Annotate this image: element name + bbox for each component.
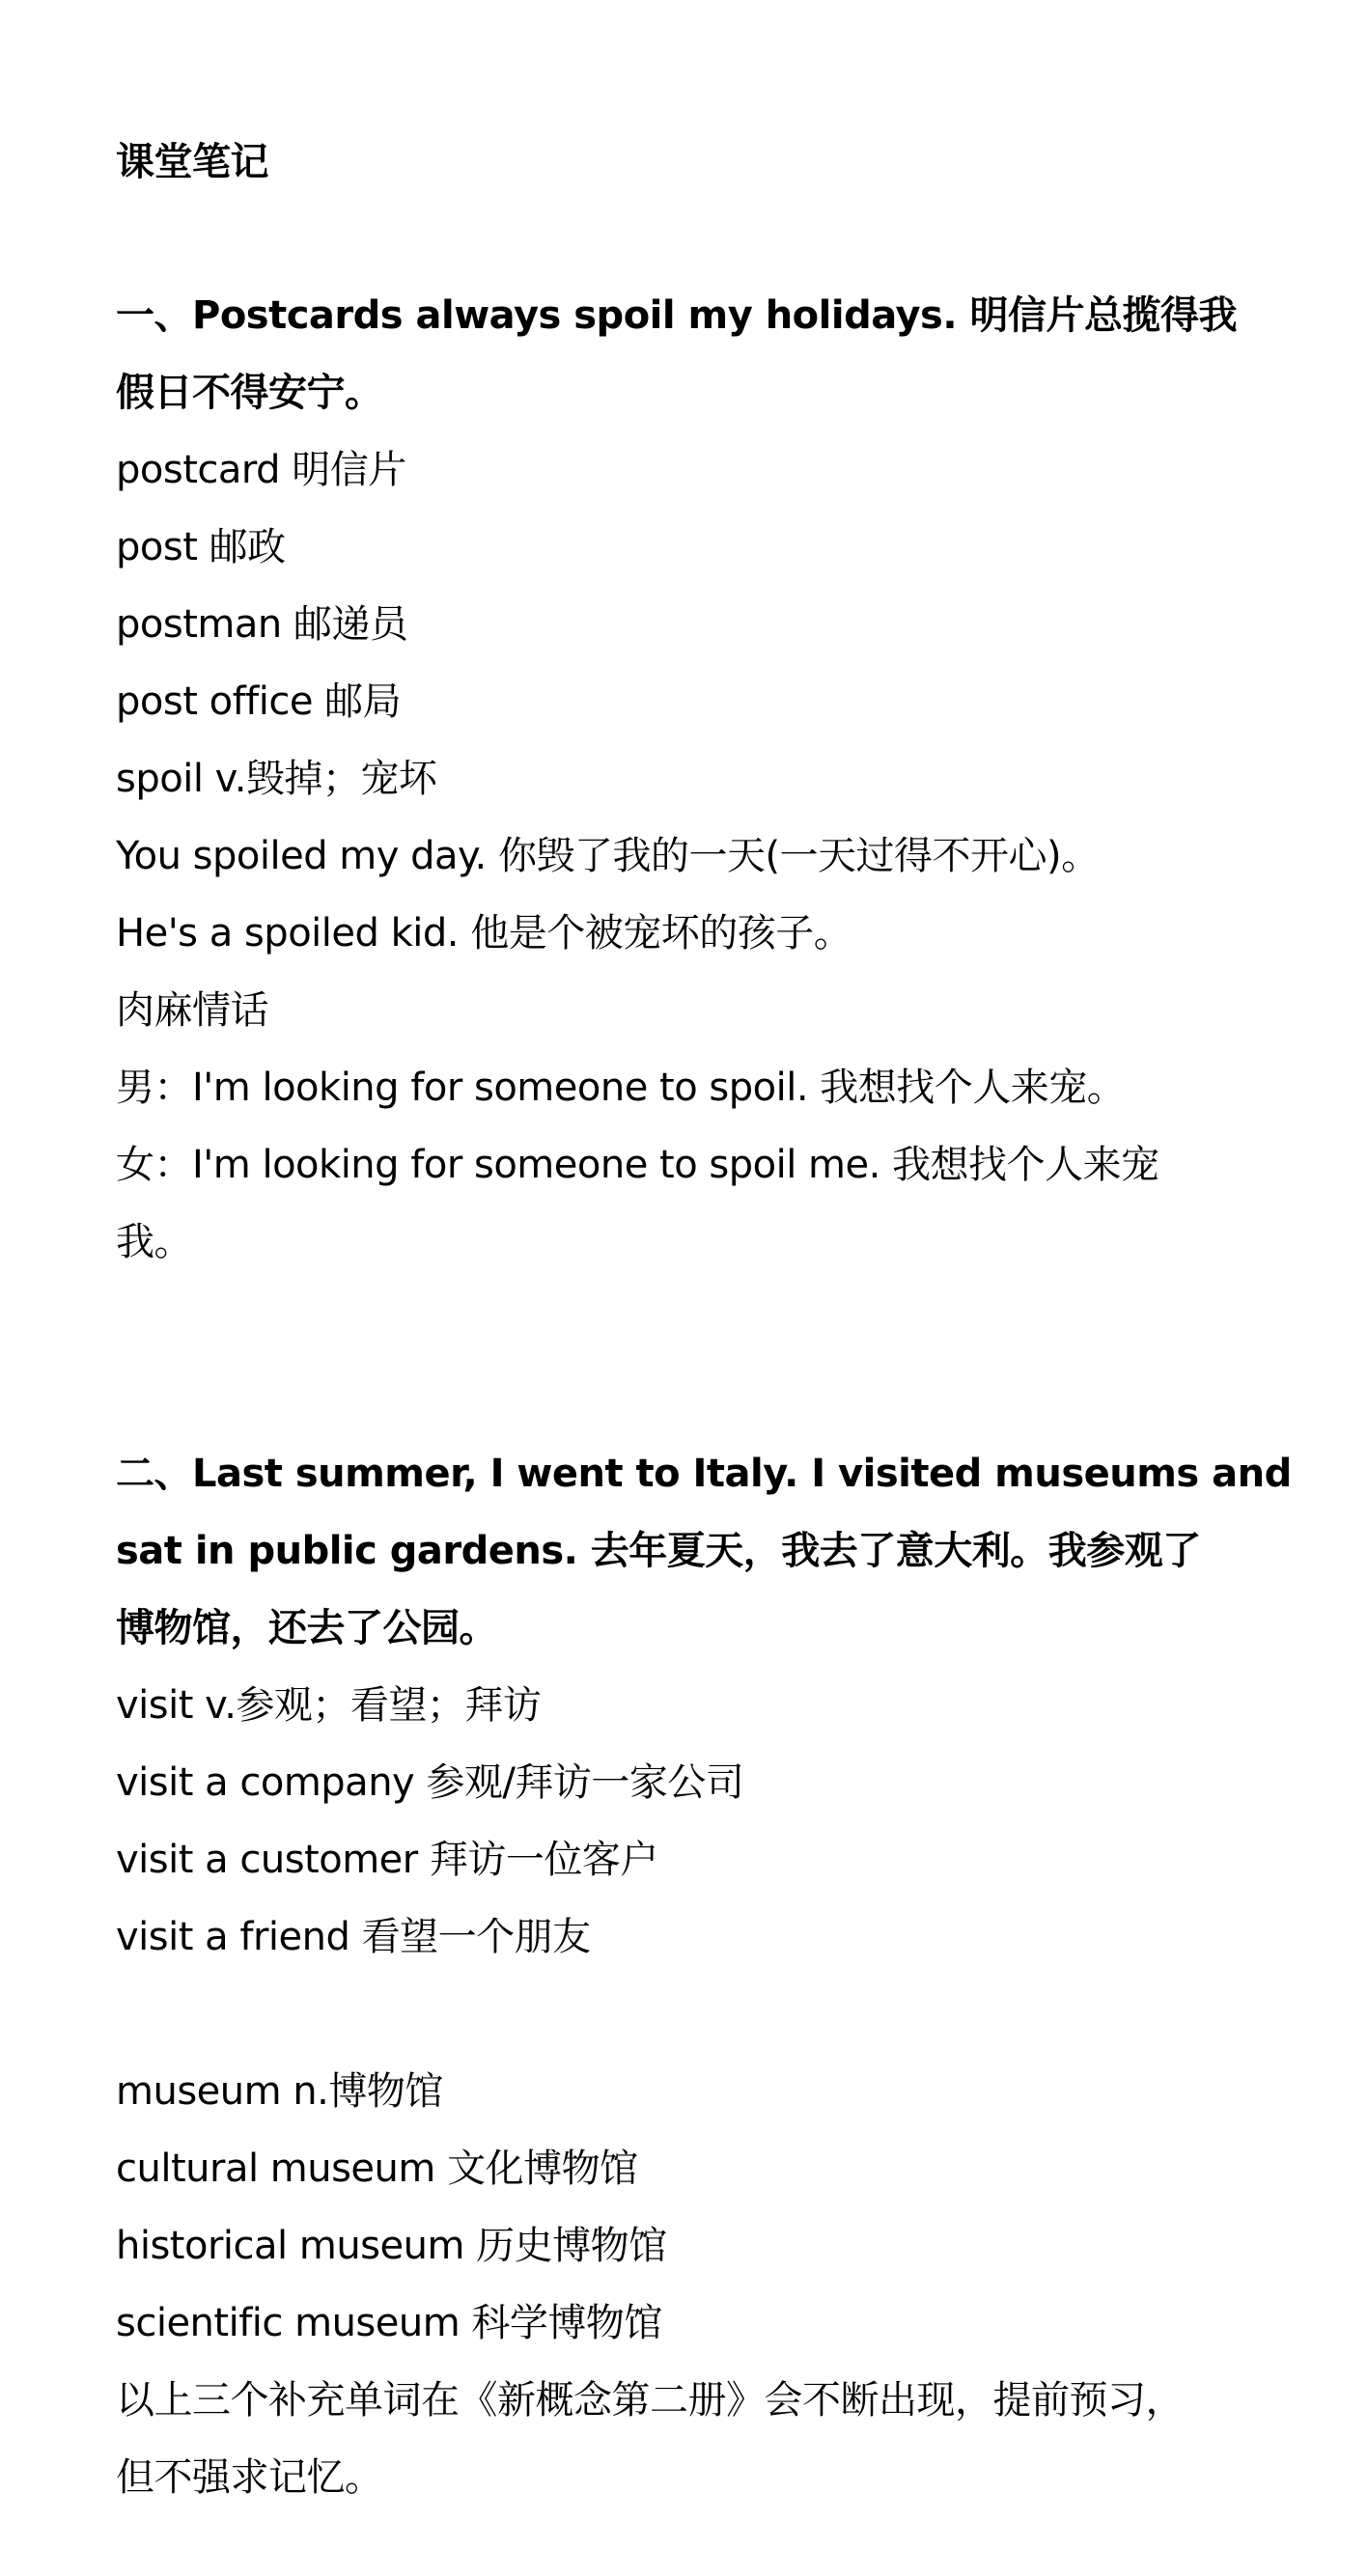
vocab-line: museum n.博物馆 bbox=[116, 2069, 443, 2114]
vocab-line: visit a customer 拜访一位客户 bbox=[116, 1838, 658, 1882]
vocab-line: scientific museum 科学博物馆 bbox=[116, 2301, 662, 2345]
section-1-heading-line-1: 一、Postcards always spoil my holidays. 明信片总揽得我 bbox=[116, 293, 1237, 338]
vocab-line: historical museum 历史博物馆 bbox=[116, 2224, 667, 2268]
section-2-heading-line-1: 二、Last summer, I went to Italy. I visited museums and bbox=[116, 1452, 1292, 1496]
document-title: 课堂笔记 bbox=[116, 140, 268, 184]
vocab-line: post 邮政 bbox=[116, 525, 286, 569]
section-2-heading-line-3: 博物馆，还去了公园。 bbox=[116, 1606, 497, 1650]
example-sentence: 女：I'm looking for someone to spoil me. 我想找个人来宠 bbox=[116, 1143, 1159, 1187]
example-sentence: He's a spoiled kid. 他是个被宠坏的孩子。 bbox=[116, 911, 852, 956]
vocab-line: post office 邮局 bbox=[116, 679, 402, 724]
vocab-line: cultural museum 文化博物馆 bbox=[116, 2147, 638, 2191]
example-sentence: You spoiled my day. 你毁了我的一天(一天过得不开心)。 bbox=[116, 834, 1100, 878]
vocab-line: visit a company 参观/拜访一家公司 bbox=[116, 1760, 744, 1805]
example-sentence-continued: 我。 bbox=[116, 1220, 192, 1264]
vocab-line: visit v.参观；看望；拜访 bbox=[116, 1683, 542, 1728]
vocab-line: visit a friend 看望一个朋友 bbox=[116, 1915, 591, 1959]
vocab-line: postcard 明信片 bbox=[116, 448, 406, 492]
section-2-heading-line-2: sat in public gardens. 去年夏天，我去了意大利。我参观了 bbox=[116, 1529, 1201, 1573]
vocab-line: postman 邮递员 bbox=[116, 602, 408, 647]
vocab-line: spoil v.毁掉；宠坏 bbox=[116, 757, 437, 801]
section-1-heading-line-2: 假日不得安宁。 bbox=[116, 371, 383, 415]
example-sentence: 男：I'm looking for someone to spoil. 我想找个人来宠。 bbox=[116, 1066, 1126, 1110]
note-label: 肉麻情话 bbox=[116, 988, 268, 1033]
study-note: 以上三个补充单词在《新概念第二册》会不断出现，提前预习， bbox=[116, 2378, 1184, 2423]
study-note-continued: 但不强求记忆。 bbox=[116, 2455, 383, 2500]
